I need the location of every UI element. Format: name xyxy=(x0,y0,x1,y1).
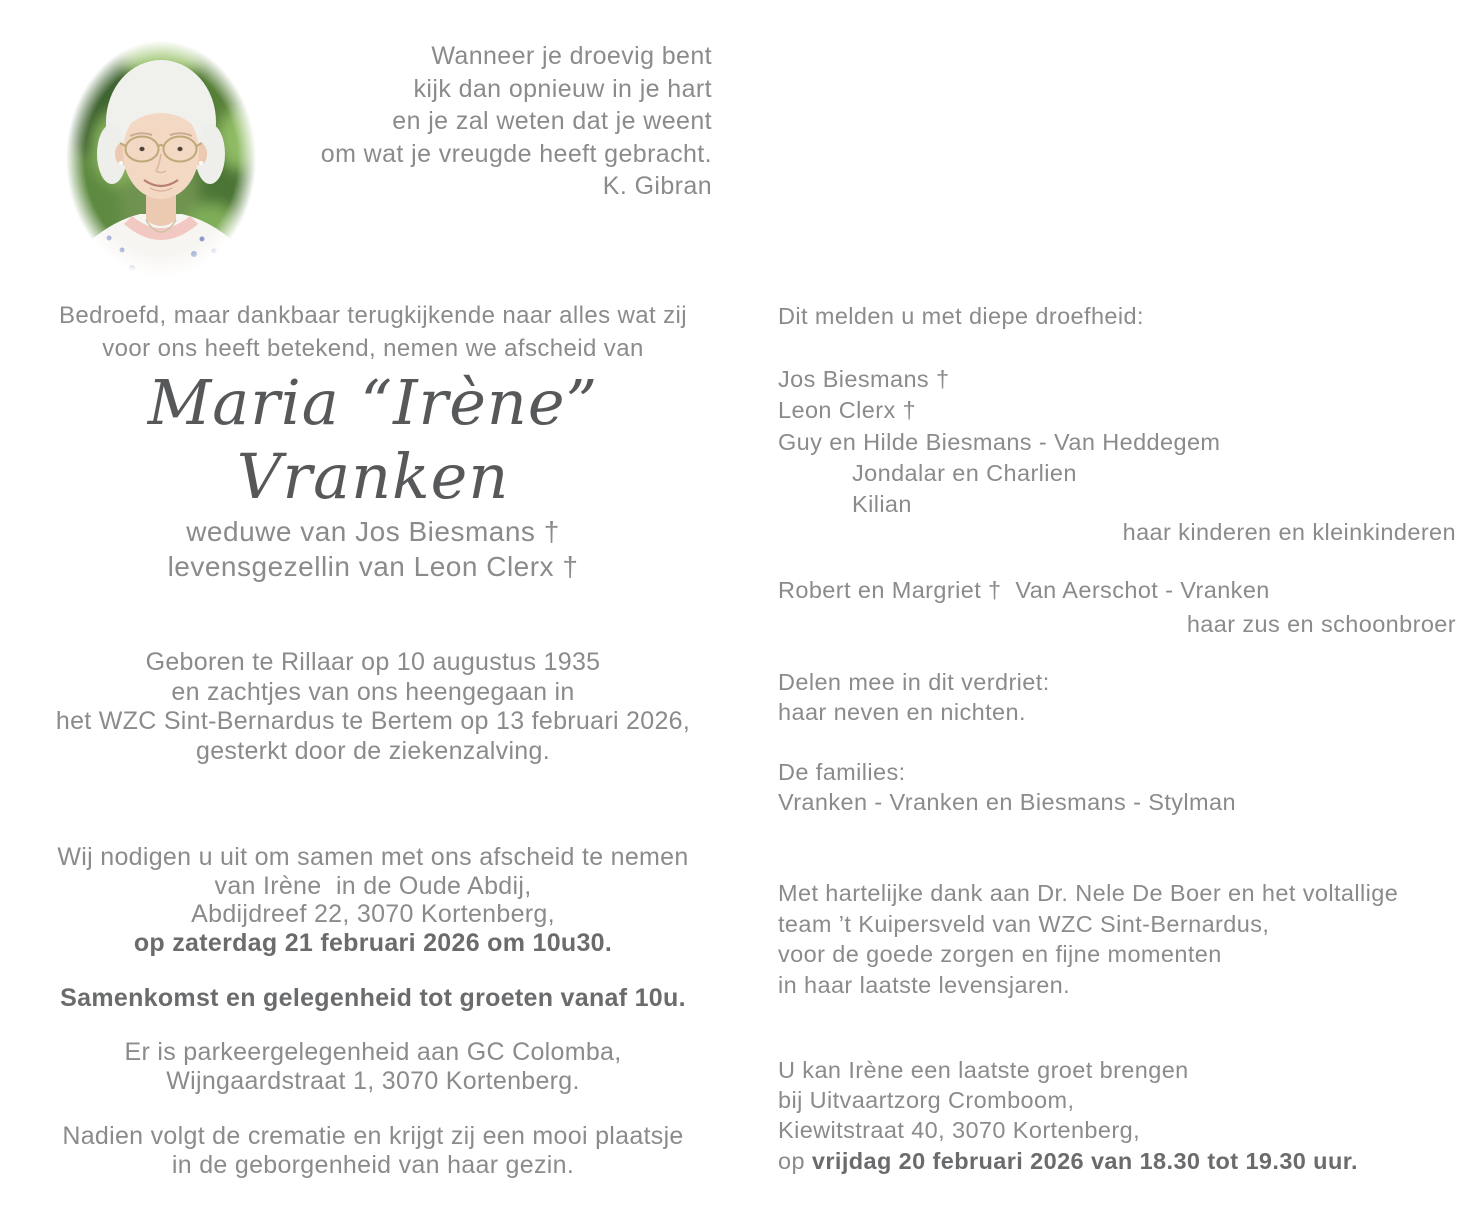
cremation-line: in de geborgenheid van haar gezin. xyxy=(171,1150,575,1179)
families-line: Vranken - Vranken en Biesmans - Stylman xyxy=(778,788,1236,815)
poem-line: en je zal weten dat je weent xyxy=(392,107,712,136)
grandchild-line: Jondalar en Charlien xyxy=(852,459,1077,486)
thanks-line: team ’t Kuipersveld van WZC Sint-Bernardus, xyxy=(778,910,1270,937)
cremation-note xyxy=(10,1122,736,1179)
thanks-line: Met hartelijke dank aan Dr. Nele De Boer en het voltallige xyxy=(778,880,1399,906)
life-line: en zachtjes van ons heengegaan in xyxy=(171,677,575,706)
families-note xyxy=(778,758,1456,817)
thanks-line: voor de goede zorgen en fijne momenten xyxy=(778,941,1222,968)
visitation-line: bij Uitvaartzorg Cromboom, xyxy=(778,1087,1075,1114)
cremation-line: Nadien volgt de crematie en krijgt zij een mooi plaatsje xyxy=(62,1122,684,1150)
visitation-datetime xyxy=(778,1146,1456,1176)
visitation-line: Kiewitstraat 40, 3070 Kortenberg, xyxy=(778,1117,1140,1144)
invitation-line: van Irène in de Oude Abdij, xyxy=(214,871,532,900)
invitation-line: Wij nodigen u uit om samen met ons afscheid te nemen xyxy=(57,843,689,871)
parking-line: Er is parkeergelegenheid aan GC Colomba, xyxy=(124,1038,622,1066)
family-member-line: Jos Biesmans † xyxy=(778,366,950,392)
poem xyxy=(240,40,712,203)
invitation-line: Abdijdreef 22, 3070 Kortenberg, xyxy=(191,900,555,929)
thanks-note xyxy=(778,878,1456,1000)
parking-info xyxy=(10,1038,736,1095)
intro-text xyxy=(10,299,736,365)
life-line: het WZC Sint-Bernardus te Bertem op 13 februari 2026, xyxy=(55,707,691,735)
children-list xyxy=(778,364,1456,520)
relations xyxy=(10,514,736,584)
poem-line: om wat je vreugde heeft gebracht. xyxy=(320,139,712,168)
visitation-datetime-bold: vrijdag 20 februari 2026 van 18.30 tot 19.30 uur. xyxy=(811,1147,1358,1174)
gathering-note: Samenkomst en gelegenheid tot groeten vanaf 10u. xyxy=(60,984,686,1012)
sister-line: Robert en Margriet † Van Aerschot - Vranken xyxy=(778,577,1270,603)
deceased-name: Maria “Irène” Vranken xyxy=(147,366,619,513)
funeral-datetime: op zaterdag 21 februari 2026 om 10u30. xyxy=(133,928,613,957)
poem-author: K. Gibran xyxy=(602,172,712,201)
visitation-line: U kan Irène een laatste groet brengen xyxy=(778,1057,1189,1083)
funeral-invitation xyxy=(10,843,736,957)
family-member-line: Guy en Hilde Biesmans - Van Heddegem xyxy=(778,428,1221,455)
family-member-line: Leon Clerx † xyxy=(778,397,917,424)
poem-line: kijk dan opnieuw in je hart xyxy=(413,74,712,103)
life-line: gesterkt door de ziekenzalving. xyxy=(196,736,550,765)
portrait-photo-image xyxy=(62,36,260,282)
sympathy-note xyxy=(778,668,1456,727)
sister-caption: haar zus en schoonbroer xyxy=(1186,611,1456,637)
announcement-column xyxy=(778,0,1456,1207)
relation-line: weduwe van Jos Biesmans † xyxy=(186,516,560,547)
families-line: De families: xyxy=(778,759,906,785)
life-dates xyxy=(10,648,736,766)
intro-line: Bedroefd, maar dankbaar terugkijkende naar alles wat zij xyxy=(58,302,688,329)
children-caption: haar kinderen en kleinkinderen xyxy=(1122,519,1456,545)
visitation-datetime-prefix: op xyxy=(778,1147,812,1174)
announcement-heading: Dit melden u met diepe droefheid: xyxy=(778,303,1144,329)
poem-line: Wanneer je droevig bent xyxy=(431,42,712,70)
parking-line: Wijngaardstraat 1, 3070 Kortenberg. xyxy=(166,1066,580,1095)
grandchild-line: Kilian xyxy=(852,491,912,518)
intro-line: voor ons heeft betekend, nemen we afscheid van xyxy=(102,335,644,362)
portrait-photo xyxy=(62,36,260,282)
relation-line: levensgezellin van Leon Clerx † xyxy=(167,551,579,582)
sympathy-line: haar neven en nichten. xyxy=(778,698,1026,725)
thanks-line: in haar laatste levensjaren. xyxy=(778,971,1071,998)
life-line: Geboren te Rillaar op 10 augustus 1935 xyxy=(145,648,601,676)
sympathy-line: Delen mee in dit verdriet: xyxy=(778,669,1050,695)
visitation-info xyxy=(778,1055,1456,1176)
